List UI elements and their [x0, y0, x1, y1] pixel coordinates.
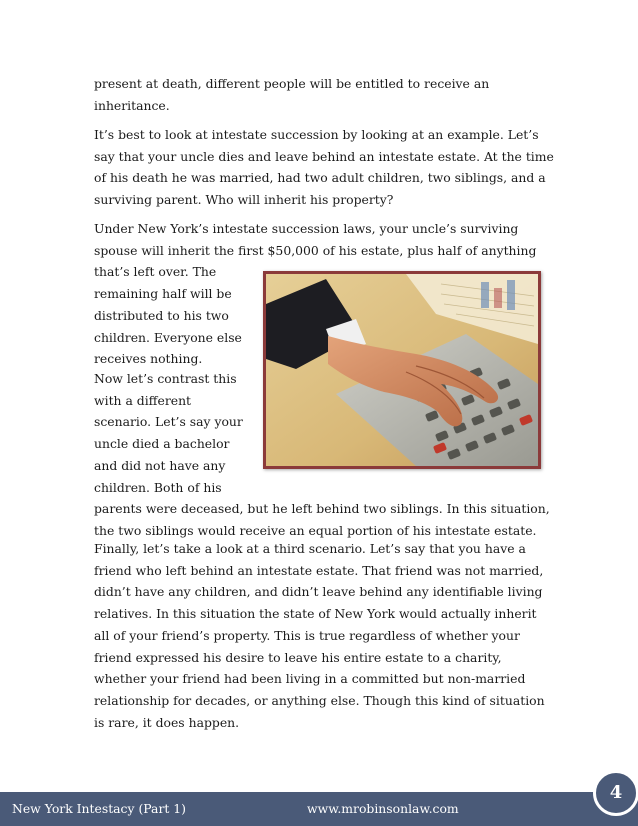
text-line: present at death, different people will be entitled to receive an: [94, 76, 490, 91]
text-line: inheritance.: [94, 97, 170, 113]
calculator-photo: [263, 271, 541, 469]
text-line: friend expressed his desire to leave his entire estate to a charity,: [94, 649, 502, 665]
text-line: surviving parent. Who will inherit his property?: [94, 192, 394, 208]
text-line: Finally, let’s take a look at a third scenario. Let’s say that you have a: [94, 541, 526, 556]
paragraph-third-scenario: [94, 538, 544, 733]
text-line: friend who left behind an intestate estate. That friend was not married,: [94, 562, 544, 578]
footer-bar: [0, 792, 638, 826]
text-line: children. Both of his: [94, 479, 222, 495]
text-line: relatives. In this situation the state of New York would actually inherit: [94, 606, 537, 622]
text-line: and did not have any: [94, 457, 226, 473]
paragraph-example: [94, 124, 554, 211]
photo-hand-on-calculator-icon: [266, 274, 538, 466]
text-line: all of your friend’s property. This is true regardless of whether your: [94, 627, 520, 643]
text-line: uncle died a bachelor: [94, 436, 230, 452]
text-line: of his death he was married, had two adult children, two siblings, and a: [94, 170, 546, 186]
text-line: relationship for decades, or anything else. Though this kind of situation: [94, 692, 545, 708]
text-line: parents were deceased, but he left behind two siblings. In this situation,: [94, 501, 550, 517]
text-line: didn’t have any children, and didn’t leave behind any identifiable living: [94, 584, 543, 600]
text-line: receives nothing.: [94, 351, 203, 367]
text-line: Under New York’s intestate succession laws, your uncle’s surviving: [94, 221, 519, 236]
text-line: whether your friend had been living in a committed but non-married: [94, 671, 526, 687]
text-line: that’s left over. The: [94, 264, 217, 280]
text-line: with a different: [94, 392, 192, 408]
text-line: is rare, it does happen.: [94, 714, 240, 730]
footer-website-link[interactable]: www.mrobinsonlaw.com: [307, 801, 459, 816]
text-line: distributed to his two: [94, 307, 229, 323]
paragraph-intro-continued: [94, 73, 544, 116]
text-line: the two siblings would receive an equal portion of his intestate estate.: [94, 522, 537, 538]
text-line: say that your uncle dies and leave behind an intestate estate. At the time: [94, 148, 554, 164]
text-line: children. Everyone else: [94, 329, 242, 345]
text-line: It’s best to look at intestate succession by looking at an example. Let’s: [94, 127, 539, 142]
text-line: remaining half will be: [94, 286, 232, 302]
page-number-badge: 4: [593, 770, 638, 816]
text-line: Now let’s contrast this: [94, 371, 237, 386]
text-line: spouse will inherit the first $50,000 of his estate, plus half of anything: [94, 242, 537, 258]
text-line: scenario. Let’s say your: [94, 414, 243, 430]
footer-title: New York Intestacy (Part 1): [12, 801, 187, 816]
